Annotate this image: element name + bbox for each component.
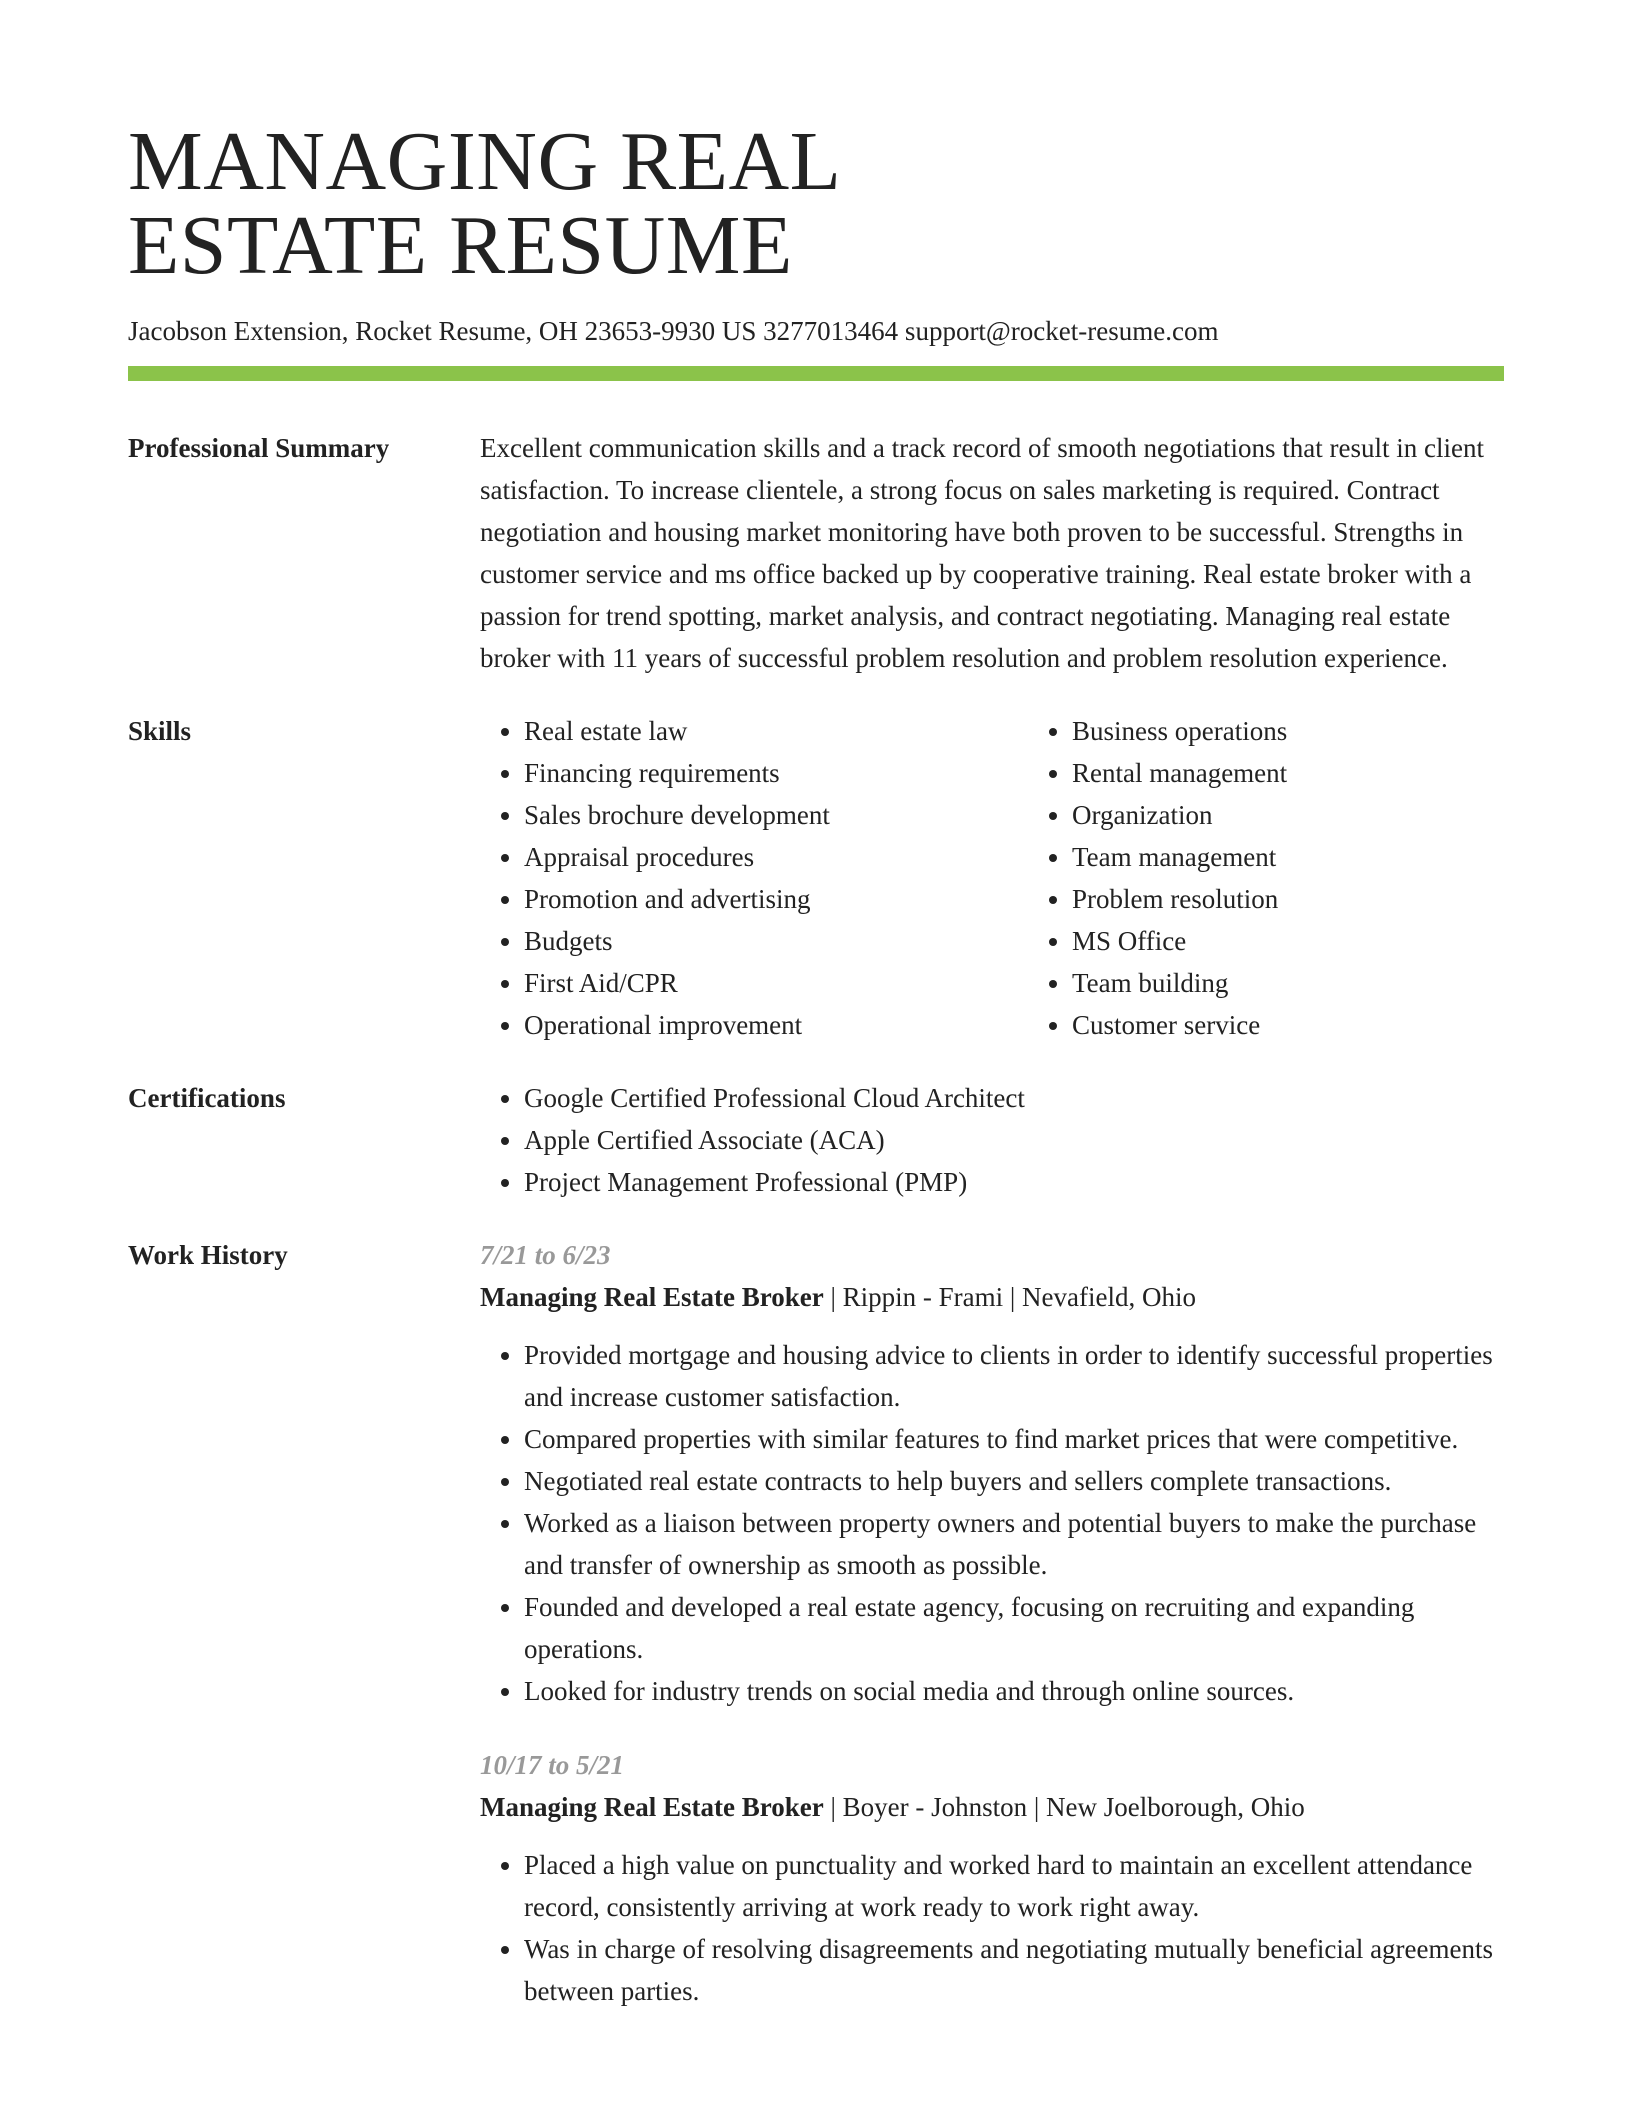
skills-grid (480, 710, 1576, 1046)
work-history-section (128, 1234, 1504, 2012)
job-bullet: • Founded and developed a real estate agency, focusing on recruiting and expanding operations. (524, 1586, 1504, 1670)
resume-page (128, 115, 1504, 2012)
job-dates: 7/21 to 6/23 (480, 1240, 611, 1270)
skills-label: Skills (128, 716, 192, 746)
certifications-label: Certifications (128, 1083, 286, 1113)
contact-info: Jacobson Extension, Rocket Resume, OH 23653-9930 US 3277013464 support@rocket-resume.com (128, 316, 1219, 346)
job-role: Managing Real Estate Broker (480, 1792, 824, 1822)
certification-item: • Google Certified Professional Cloud Architect (524, 1077, 1504, 1119)
job-bullets (480, 1334, 1504, 1712)
skill-item: • Team building (1072, 962, 1576, 1004)
skill-item: • Business operations (1072, 710, 1576, 752)
job-entry (480, 1744, 1504, 2012)
job-bullet: • Negotiated real estate contracts to help buyers and sellers complete transactions. (524, 1460, 1504, 1502)
skills-list-right (1028, 710, 1576, 1046)
skill-item: • Problem resolution (1072, 878, 1576, 920)
job-bullet: • Was in charge of resolving disagreements and negotiating mutually beneficial agreements between parties. (524, 1928, 1504, 2012)
work-history-label: Work History (128, 1240, 288, 1270)
job-bullets (480, 1844, 1504, 2012)
job-bullet: • Compared properties with similar features to find market prices that were competitive. (524, 1418, 1504, 1460)
job-heading (480, 1276, 1504, 1318)
job-bullet: • Looked for industry trends on social media and through online sources. (524, 1670, 1504, 1712)
title-line-2: ESTATE RESUME (128, 199, 793, 292)
skills-section (128, 710, 1504, 1046)
skill-item: • Sales brochure development (524, 794, 1028, 836)
summary-text: Excellent communication skills and a track record of smooth negotiations that result in client satisfaction. To increase clientele, a strong focus on sales marketing is required. Contract negotiation and housing market monitoring have both proven to be successful. Strengths in customer service and ms office backed up by cooperative training. Real estate broker with a passion for trend spotting, market analysis, and contract negotiating. Managing real estate broker with 11 years of successful problem resolution and problem resolution experience. (480, 433, 1484, 673)
summary-body (480, 427, 1504, 679)
skills-body (480, 710, 1576, 1046)
job-heading (480, 1786, 1504, 1828)
skill-item: • MS Office (1072, 920, 1576, 962)
job-bullet: • Worked as a liaison between property owners and potential buyers to make the purchase and transfer of ownership as smooth as possible. (524, 1502, 1504, 1586)
skill-item: • Rental management (1072, 752, 1576, 794)
summary-section (128, 427, 1504, 679)
skill-item: • Real estate law (524, 710, 1028, 752)
job-details: | Boyer - Johnston | New Joelborough, Ohio (823, 1792, 1305, 1822)
skill-item: • Promotion and advertising (524, 878, 1028, 920)
accent-divider (128, 366, 1504, 381)
resume-title (128, 115, 1504, 292)
certifications-list (480, 1077, 1504, 1203)
skills-list-left (480, 710, 1028, 1046)
job-entry (480, 1234, 1504, 1712)
certification-item: • Apple Certified Associate (ACA) (524, 1119, 1504, 1161)
job-bullet: • Placed a high value on punctuality and worked hard to maintain an excellent attendance record, consistently arriving at work ready to work right away. (524, 1844, 1504, 1928)
skill-item: • Team management (1072, 836, 1576, 878)
skill-item: • Customer service (1072, 1004, 1576, 1046)
certifications-body (480, 1077, 1504, 1203)
certifications-section (128, 1077, 1504, 1203)
skill-item: • Appraisal procedures (524, 836, 1028, 878)
skill-item: • Organization (1072, 794, 1576, 836)
job-bullet: • Provided mortgage and housing advice to clients in order to identify successful properties and increase customer satisfaction. (524, 1334, 1504, 1418)
work-history-body (480, 1234, 1504, 2012)
certification-item: • Project Management Professional (PMP) (524, 1161, 1504, 1203)
summary-label: Professional Summary (128, 433, 390, 463)
title-line-1: MANAGING REAL (128, 115, 842, 208)
skill-item: • First Aid/CPR (524, 962, 1028, 1004)
job-role: Managing Real Estate Broker (480, 1282, 824, 1312)
skill-item: • Financing requirements (524, 752, 1028, 794)
job-dates: 10/17 to 5/21 (480, 1750, 625, 1780)
skill-item: • Operational improvement (524, 1004, 1028, 1046)
job-details: | Rippin - Frami | Nevafield, Ohio (823, 1282, 1196, 1312)
skill-item: • Budgets (524, 920, 1028, 962)
